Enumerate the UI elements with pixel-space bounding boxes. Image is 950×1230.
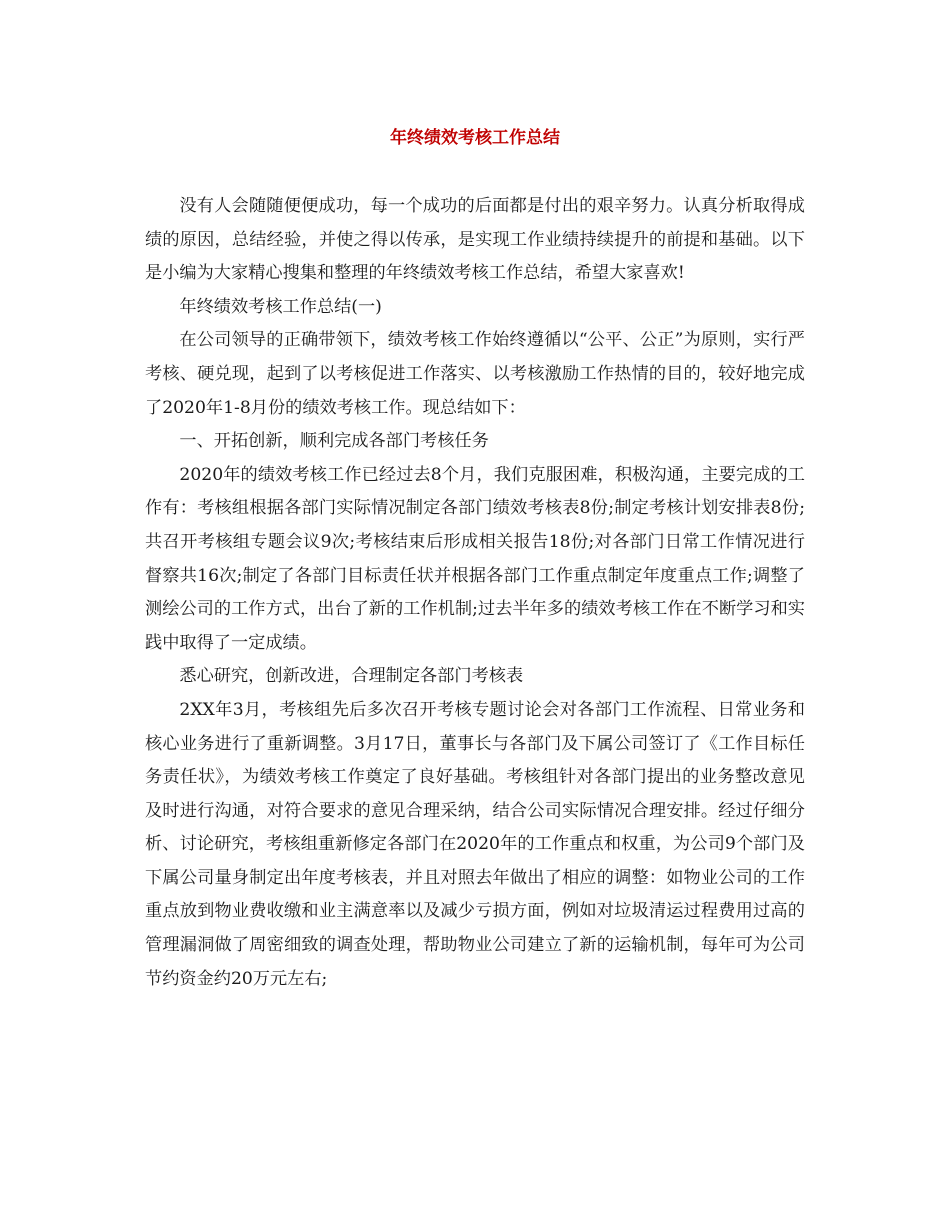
paragraph-work-completed: 2020年的绩效考核工作已经过去8个月，我们克服困难，积极沟通，主要完成的工作有：考核组根据各部门实际情况制定各部门绩效考核表8份;制定考核计划安排表8份;共召开考核组专题会议9次;考核结束后形成相关报告18份;对各部门日常工作情况进行督察共16次;制定了各部门目标责任状并根据各部门工作重点制定年度重点工作;调整了测绘公司的工作方式，出台了新的工作机制;过去半年多的绩效考核工作在不断学习和实践中取得了一定成绩。 [145,464,805,653]
paragraph-intro: 没有人会随随便便成功，每一个成功的后面都是付出的艰辛努力。认真分析取得成绩的原因，总结经验，并使之得以传承，是实现工作业绩持续提升的前提和基础。以下是小编为大家精心搜集和整理的年终绩效考核工作总结，希望大家喜欢! [145,196,805,284]
section-heading-1: 年终绩效考核工作总结(一) [179,296,382,317]
subheading-research: 悉心研究，创新改进，合理制定各部门考核表 [179,666,524,687]
subheading-innovation: 一、开拓创新，顺利完成各部门考核任务 [179,431,489,452]
document-title: 年终绩效考核工作总结 [390,128,560,148]
paragraph-assessment-tables: 2XX年3月，考核组先后多次召开考核专题讨论会对各部门工作流程、日常业务和核心业务进行了重新调整。3月17日，董事长与各部门及下属公司签订了《工作目标任务责任状》，为绩效考核工作奠定了良好基础。考核组针对各部门提出的业务整改意见及时进行沟通，对符合要求的意见合理采纳，结合公司实际情况合理安排。经过仔细分析、讨论研究，考核组重新修定各部门在2020年的工作重点和权重，为公司9个部门及下属公司量身制定出年度考核表，并且对照去年做出了相应的调整：如物业公司的工作重点放到物业费收缴和业主满意率以及减少亏损方面，例如对垃圾清运过程费用过高的管理漏洞做了周密细致的调查处理，帮助物业公司建立了新的运输机制，每年可为公司节约资金约20万元左右; [145,699,805,989]
document-body [145,190,805,996]
paragraph-overview: 在公司领导的正确带领下，绩效考核工作始终遵循以“公平、公正”为原则，实行严考核、硬兑现，起到了以考核促进工作落实、以考核激励工作热情的目的，较好地完成了2020年1-8月份的绩效考核工作。现总结如下： [145,330,805,418]
